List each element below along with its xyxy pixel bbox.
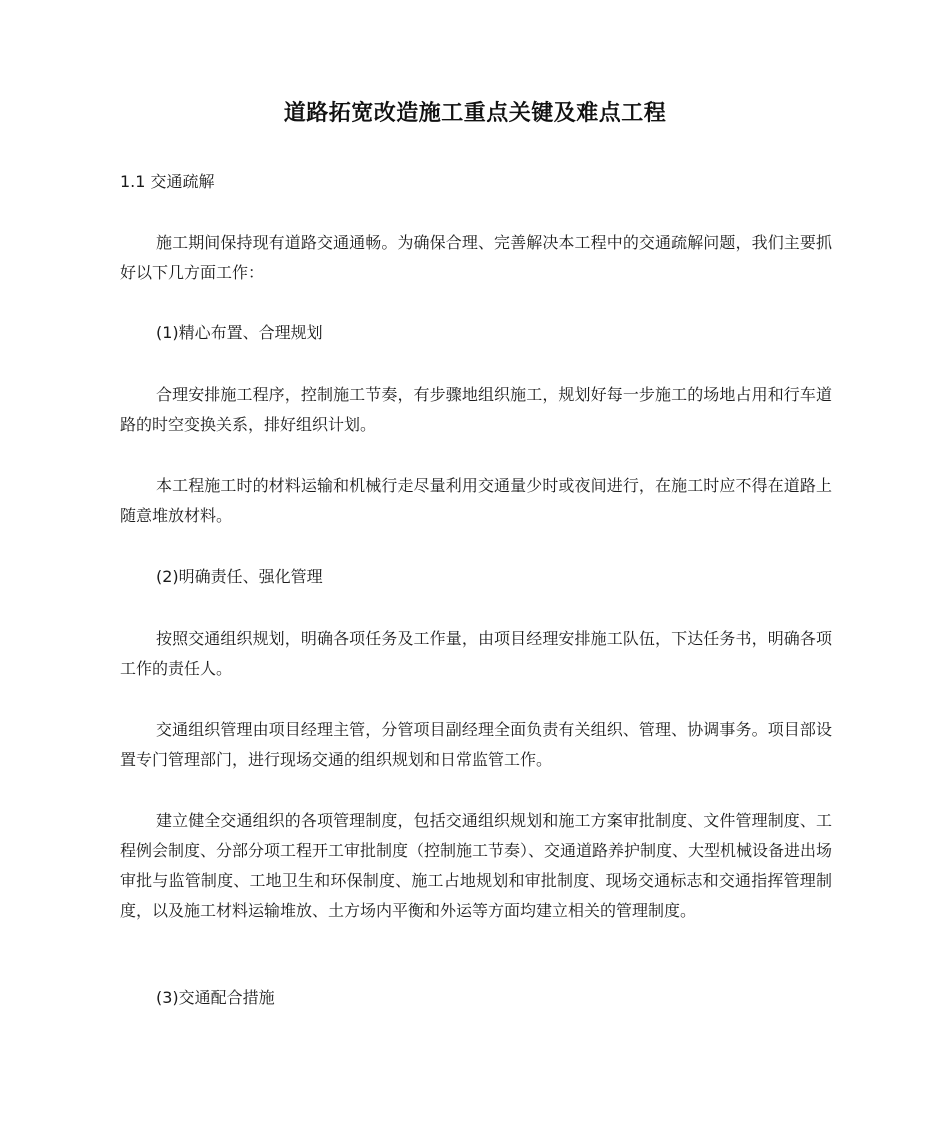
paragraph-2-3: 建立健全交通组织的各项管理制度，包括交通组织规划和施工方案审批制度、文件管理制度、工程例会制度、分部分项工程开工审批制度（控制施工节奏）、交通道路养护制度、大型机械设备进出场审批与监管制度、工地卫生和环保制度、施工占地规划和审批制度、现场交通标志和交通指挥管理制度，以及施工材料运输堆放、土方场内平衡和外运等方面均建立相关的管理制度。 bbox=[120, 811, 833, 920]
subsection-heading-1: (1)精心布置、合理规划 bbox=[156, 323, 323, 342]
intro-paragraph: 施工期间保持现有道路交通通畅。为确保合理、完善解决本工程中的交通疏解问题，我们主要抓好以下几方面工作： bbox=[120, 233, 832, 282]
subsection-heading-2: (2)明确责任、强化管理 bbox=[156, 567, 323, 586]
document-title: 道路拓宽改造施工重点关键及难点工程 bbox=[283, 101, 667, 126]
section-heading: 1.1 交通疏解 bbox=[120, 172, 215, 191]
paragraph-2-1: 按照交通组织规划，明确各项任务及工作量，由项目经理安排施工队伍，下达任务书，明确各项工作的责任人。 bbox=[120, 629, 832, 678]
paragraph-1-2: 本工程施工时的材料运输和机械行走尽量利用交通量少时或夜间进行，在施工时应不得在道路上随意堆放材料。 bbox=[120, 476, 832, 525]
paragraph-1-1: 合理安排施工程序，控制施工节奏，有步骤地组织施工，规划好每一步施工的场地占用和行车道路的时空变换关系，排好组织计划。 bbox=[120, 385, 832, 434]
subsection-heading-3: (3)交通配合措施 bbox=[156, 988, 275, 1007]
paragraph-2-2: 交通组织管理由项目经理主管，分管项目副经理全面负责有关组织、管理、协调事务。项目部设置专门管理部门，进行现场交通的组织规划和日常监管工作。 bbox=[120, 720, 832, 769]
